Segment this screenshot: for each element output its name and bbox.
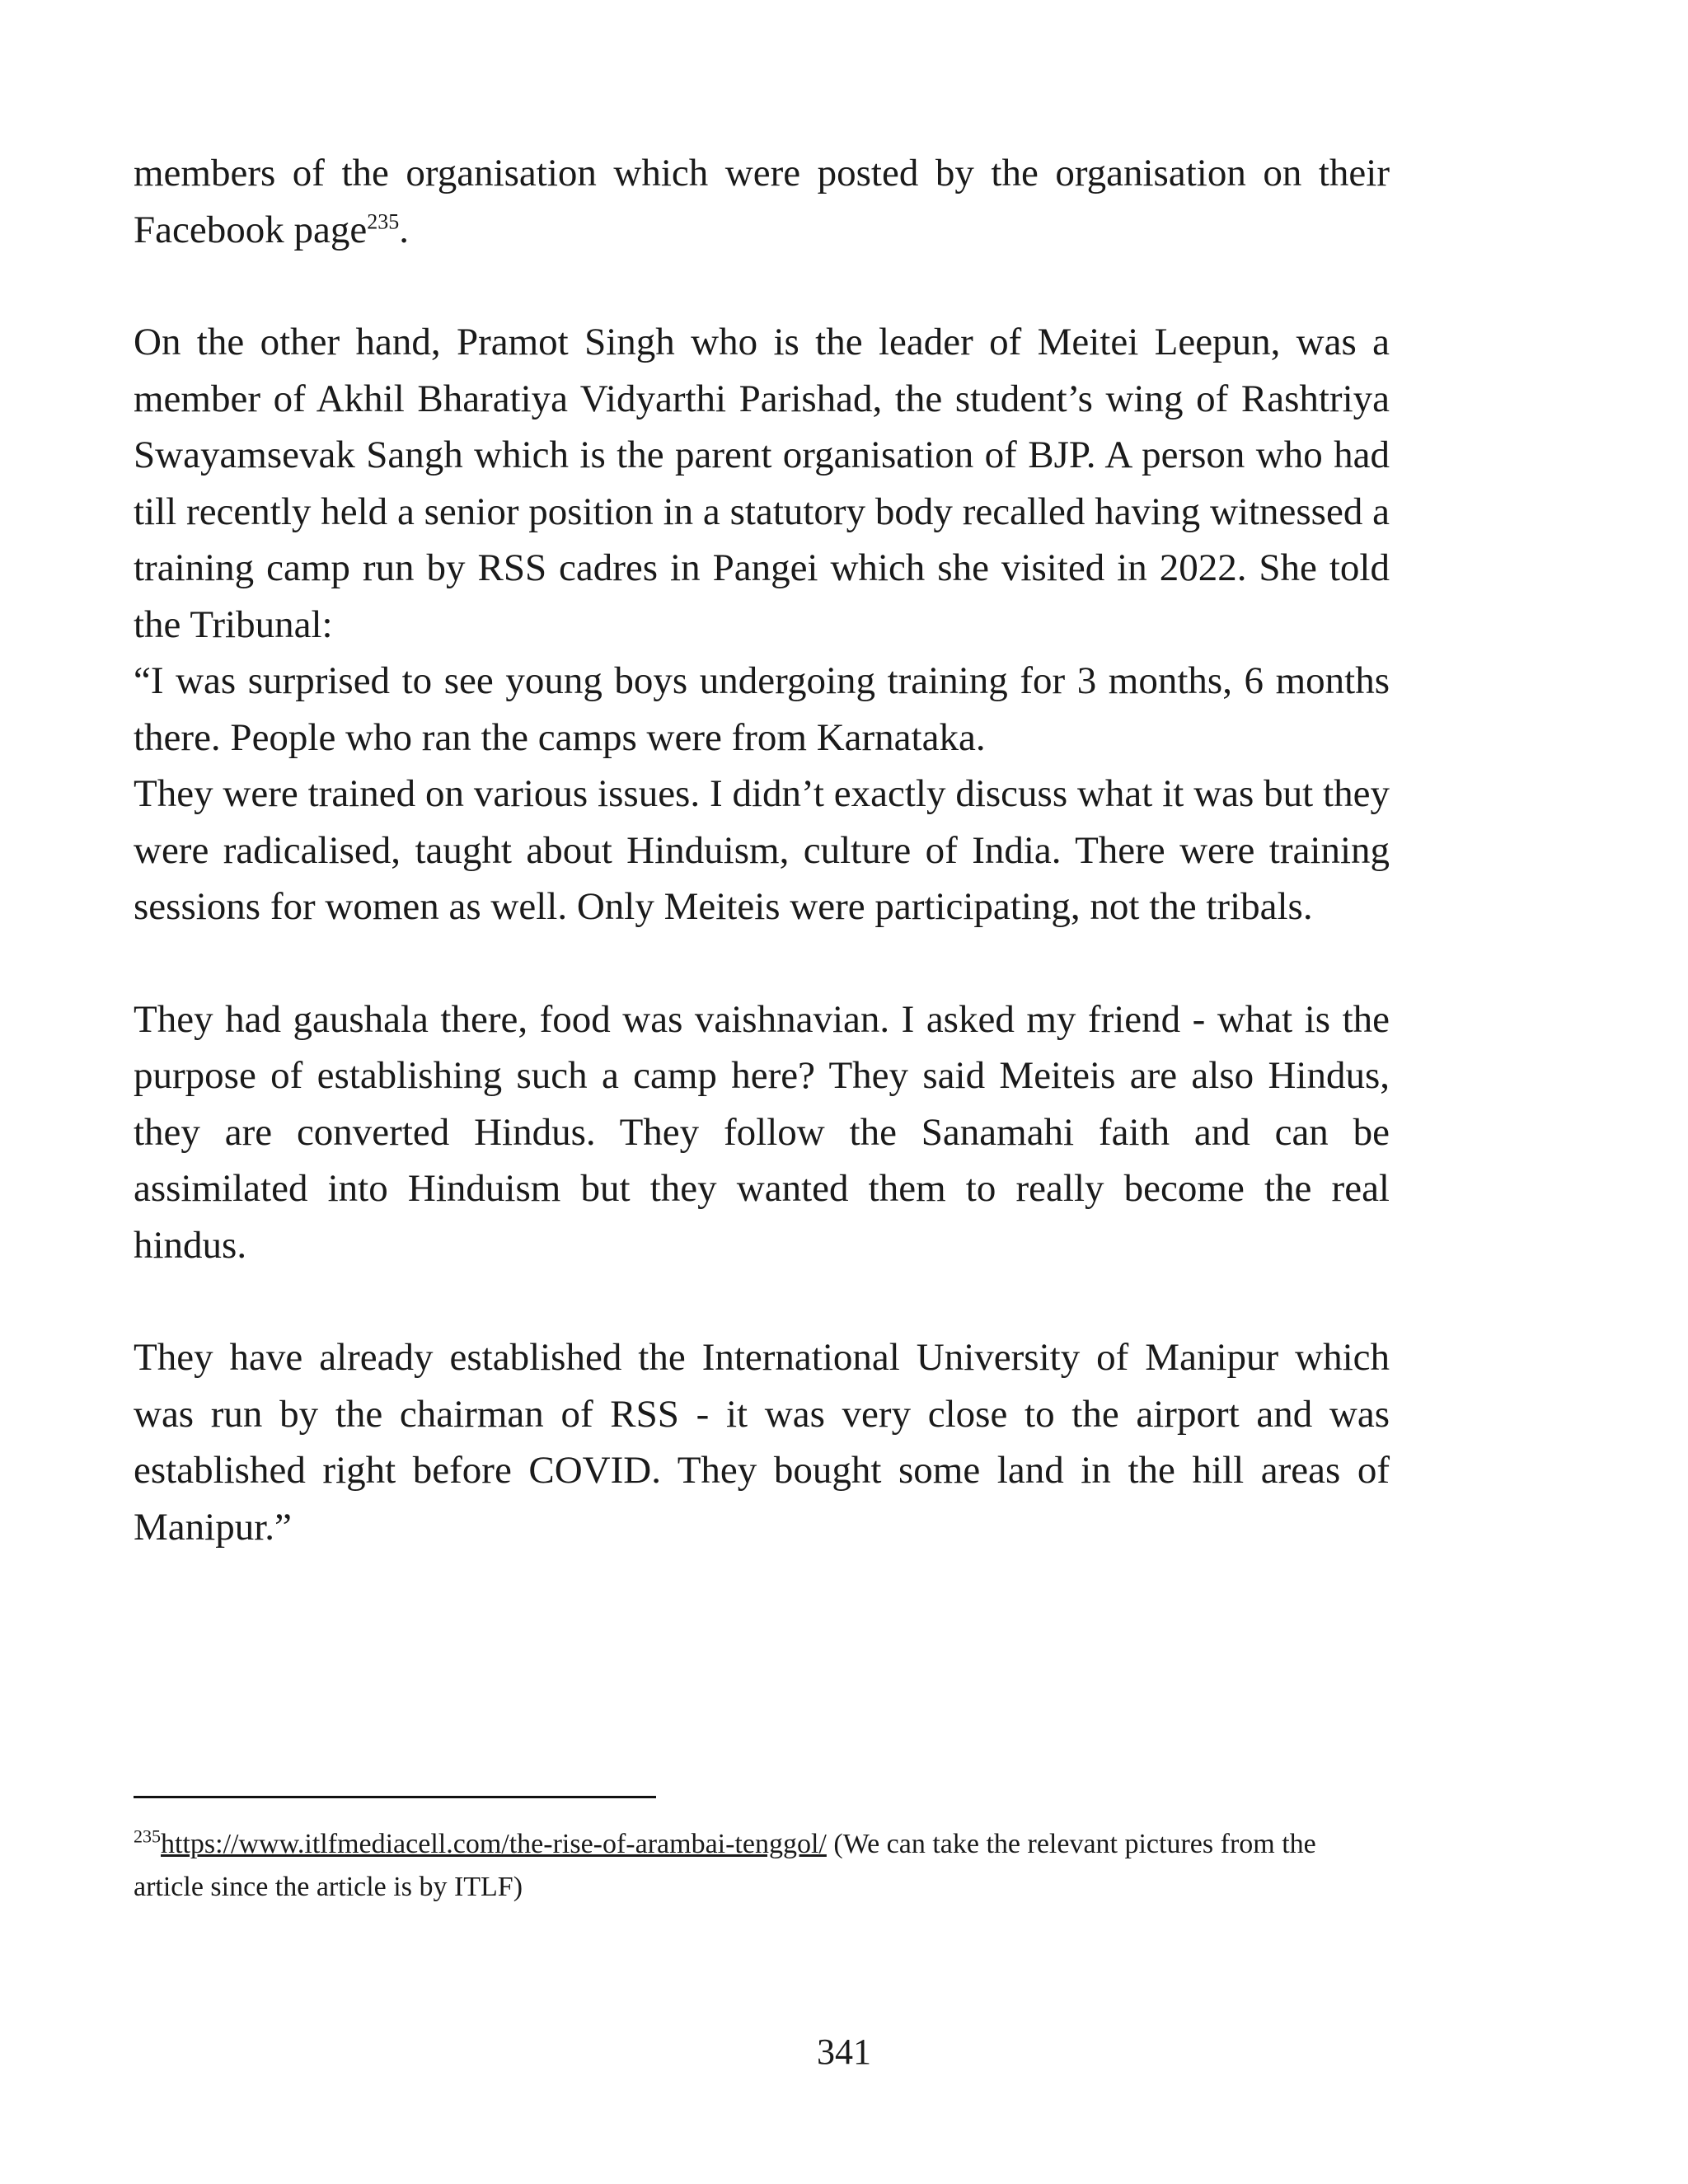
paragraph-spacer	[134, 258, 1390, 314]
footnote	[134, 1823, 1390, 1909]
paragraph-spacer	[134, 935, 1390, 991]
quote-paragraph-2: They were trained on various issues. I didn’t exactly discuss what it was but they were radicalised, taught about Hinduism, culture of India. There were training sessions for women as well. Only Meiteis were participating, not the tribals.	[134, 772, 1390, 928]
page-number: 341	[817, 2032, 871, 2072]
quote-paragraph-3: They had gaushala there, food was vaishnavian. I asked my friend - what is the purpose of establishing such a camp here? They said Meiteis are also Hindus, they are converted Hindus. They follow the Sanamahi faith and can be assimilated into Hinduism but they wanted them to really become the real hindus.	[134, 997, 1390, 1267]
paragraph-spacer	[134, 1273, 1390, 1329]
footnote-note: (We can take the relevant pictures from the article since the article is by ITLF)	[134, 1829, 1316, 1902]
footnote-separator	[134, 1796, 656, 1798]
quote-paragraph-1: “I was surprised to see young boys undergoing training for 3 months, 6 months there. People who ran the camps were from Karnataka.	[134, 659, 1390, 759]
paragraph-end: .	[399, 208, 409, 251]
paragraph-text: members of the organisation which were posted by the organisation on their Facebook page	[134, 152, 1390, 251]
paragraph-pramot-singh: On the other hand, Pramot Singh who is the leader of Meitei Leepun, was a member of Akhil Bharatiya Vidyarthi Parishad, the student’s wing of Rashtriya Swayamsevak Sangh which is the parent organisation of BJP. A person who had till recently held a senior position in a statutory body recalled having witnessed a training camp run by RSS cadres in Pangei which she visited in 2022. She told the Tribunal:	[134, 321, 1390, 646]
document-body	[134, 145, 1390, 1555]
footnote-number: 235	[134, 1825, 161, 1847]
paragraph-facebook	[134, 145, 1390, 258]
footnote-reference[interactable]: 235	[367, 209, 400, 233]
footnote-link[interactable]: https://www.itlfmediacell.com/the-rise-of-arambai-tenggol/	[161, 1829, 827, 1859]
quote-paragraph-4: They have already established the International University of Manipur which was run by the chairman of RSS - it was very close to the airport and was established right before COVID. They bought some land in the hill areas of Manipur.”	[134, 1336, 1390, 1549]
